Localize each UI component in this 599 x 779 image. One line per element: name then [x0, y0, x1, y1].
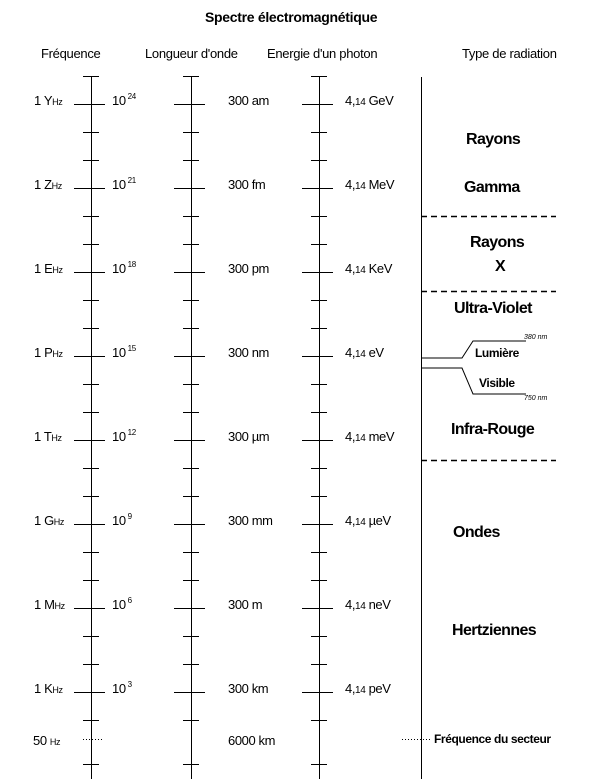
photon-energy-label: 4,14 eV	[345, 345, 384, 360]
power-of-ten-label: 10 $^3$	[112, 680, 132, 696]
header-radiation: Type de radiation	[462, 46, 557, 61]
photon-energy-label: 4,14 MeV	[345, 177, 395, 192]
power-of-ten-label: 10 $^{15}$	[112, 344, 136, 360]
mains-wavelength-label: 6000 km	[228, 733, 276, 748]
frequency-label: 1 GHz	[34, 513, 64, 528]
photon-energy-label: 4,14 GeV	[345, 93, 394, 108]
wavelength-label: 300 pm	[228, 261, 269, 276]
header-energy: Energie d'un photon	[267, 46, 378, 61]
frequency-label: 1 THz	[34, 429, 62, 444]
wavelength-label: 300 am	[228, 93, 269, 108]
header-wavelength: Longueur d'onde	[145, 46, 238, 61]
frequency-label: 1 YHz	[34, 93, 63, 108]
power-of-ten-label: 10 $^{24}$	[112, 92, 136, 108]
wavelength-label: 300 km	[228, 681, 269, 696]
photon-energy-label: 4,14 meV	[345, 429, 395, 444]
wavelength-label: 300 fm	[228, 177, 266, 192]
photon-energy-label: 4,14 peV	[345, 681, 391, 696]
photon-energy-label: 4,14 neV	[345, 597, 391, 612]
ultraviolet-label: Ultra-Violet	[454, 300, 532, 317]
visible-label: Visible	[479, 376, 515, 390]
frequency-label: 1 ZHz	[34, 177, 62, 192]
mains-frequency-label: 50 Hz	[33, 733, 61, 748]
power-of-ten-label: 10 $^9$	[112, 512, 132, 528]
wavelength-380nm: 380 nm	[524, 334, 548, 341]
gamma-label-line1: Rayons	[466, 131, 521, 148]
header-frequency: Fréquence	[41, 46, 101, 61]
photon-energy-label: 4,14 µeV	[345, 513, 391, 528]
wavelength-750nm: 750 nm	[524, 395, 548, 402]
frequency-label: 1 MHz	[34, 597, 65, 612]
power-of-ten-label: 10 $^{12}$	[112, 428, 136, 444]
frequency-label: 1 PHz	[34, 345, 63, 360]
wavelength-label: 300 mm	[228, 513, 273, 528]
xray-label-line2: X	[495, 258, 506, 275]
radio-waves-label-line1: Ondes	[453, 524, 500, 541]
power-of-ten-label: 10 $^{18}$	[112, 260, 136, 276]
mains-frequency-caption: Fréquence du secteur	[434, 732, 551, 746]
wavelength-label: 300 µm	[228, 429, 270, 444]
wavelength-label: 300 nm	[228, 345, 269, 360]
infrared-label: Infra-Rouge	[451, 421, 535, 438]
wavelength-label: 300 m	[228, 597, 263, 612]
radio-waves-label-line2: Hertziennes	[452, 622, 537, 639]
xray-label-line1: Rayons	[470, 234, 525, 251]
gamma-label-line2: Gamma	[464, 179, 520, 196]
frequency-label: 1 KHz	[34, 681, 63, 696]
power-of-ten-label: 10 $^6$	[112, 596, 132, 612]
power-of-ten-label: 10 $^{21}$	[112, 176, 136, 192]
diagram-title: Spectre électromagnétique	[205, 9, 378, 25]
frequency-label: 1 EHz	[34, 261, 63, 276]
light-label: Lumière	[475, 346, 519, 360]
photon-energy-label: 4,14 KeV	[345, 261, 392, 276]
